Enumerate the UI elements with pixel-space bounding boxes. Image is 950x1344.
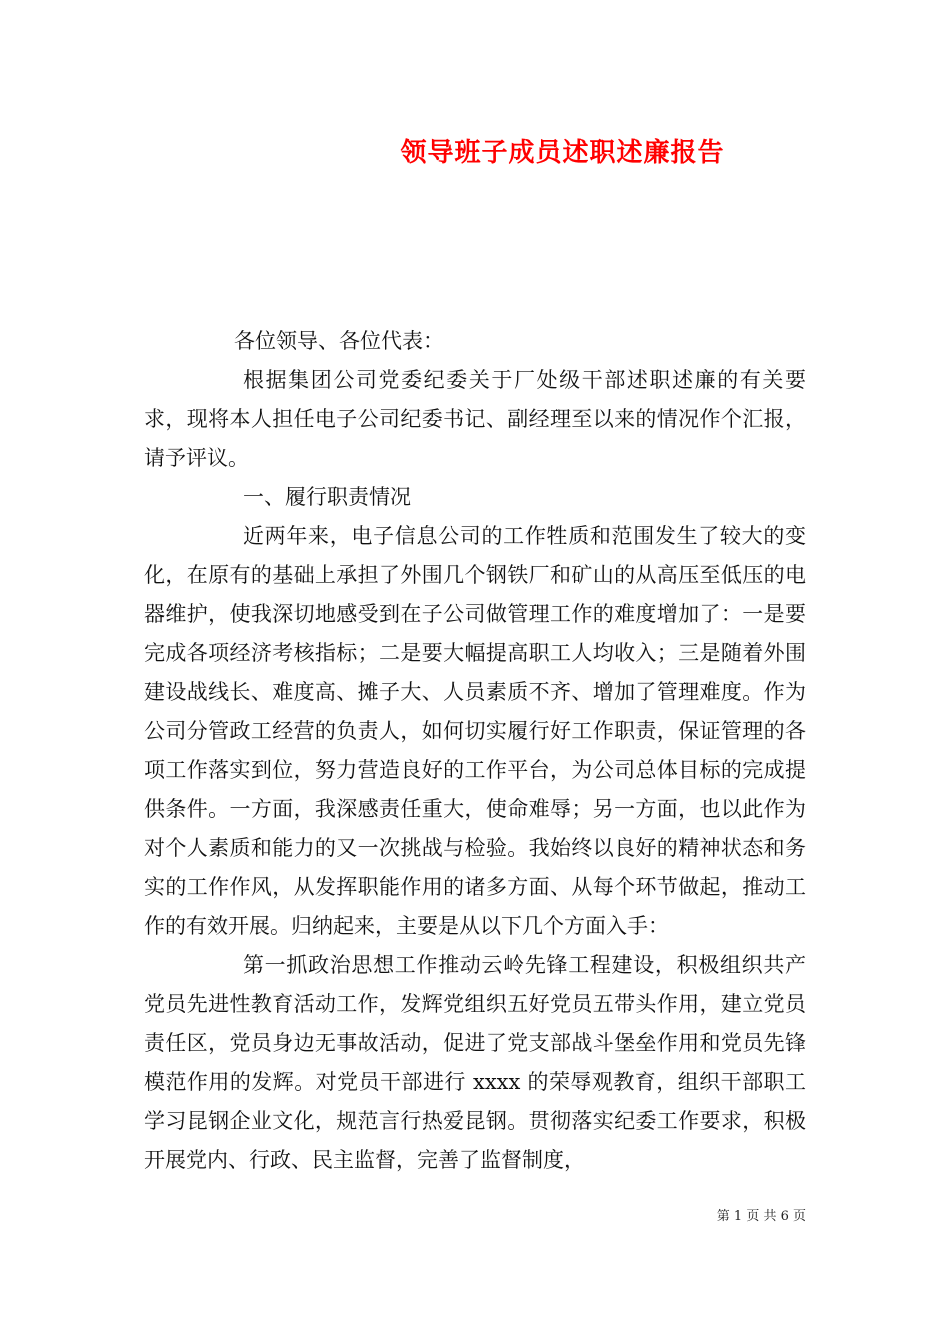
salutation: 各位领导、各位代表：: [234, 329, 444, 353]
document-body: [144, 322, 806, 1180]
section-heading: 一、履行职责情况: [243, 485, 411, 509]
document-title: 领导班子成员述职述廉报告: [400, 138, 725, 168]
page-number-footer: 第 1 页 共 6 页: [716, 1209, 806, 1224]
paragraph-duties: 近两年来，电子信息公司的工作牲质和范围发生了较大的变化，在原有的基础上承担了外围几个钢铁厂和矿山的从高压至低压的电器维护，使我深切地感受到在子公司做管理工作的难度增加了：一是要完成各项经济考核指标；二是要大幅提高职工人均收入；三是随着外围建设战线长、难度高、摊子大、人员素质不齐、增加了管理难度。作为公司分管政工经营的负责人，如何切实履行好工作职责，保证管理的各项工作落实到位，努力营造良好的工作平台，为公司总体目标的完成提供条件。一方面，我深感责任重大，使命难辱；另一方面，也以此作为对个人素质和能力的又一次挑战与检验。我始终以良好的精神状态和务实的工作作风，从发挥职能作用的诸多方面、从每个环节做起，推动工作的有效开展。归纳起来，主要是从以下几个方面入手：: [144, 524, 806, 938]
paragraph-intro: 根据集团公司党委纪委关于厂处级干部述职述廉的有关要求，现将本人担任电子公司纪委书记、副经理至以来的情况作个汇报，请予评议。: [144, 368, 806, 470]
paragraph-first-point: 第一抓政治思想工作推动云岭先锋工程建设，积极组织共产党员先进性教育活动工作，发辉党组织五好党员五带头作用，建立党员责任区，党员身边无事故活动，促进了党支部战斗堡垒作用和党员先锋模范作用的发辉。对党员干部进行 xxxx 的荣辱观教育，组织干部职工学习昆钢企业文化，规范言行热爱昆钢。贯彻落实纪委工作要求，积极开展党内、行政、民主监督，完善了监督制度，: [144, 953, 806, 1172]
